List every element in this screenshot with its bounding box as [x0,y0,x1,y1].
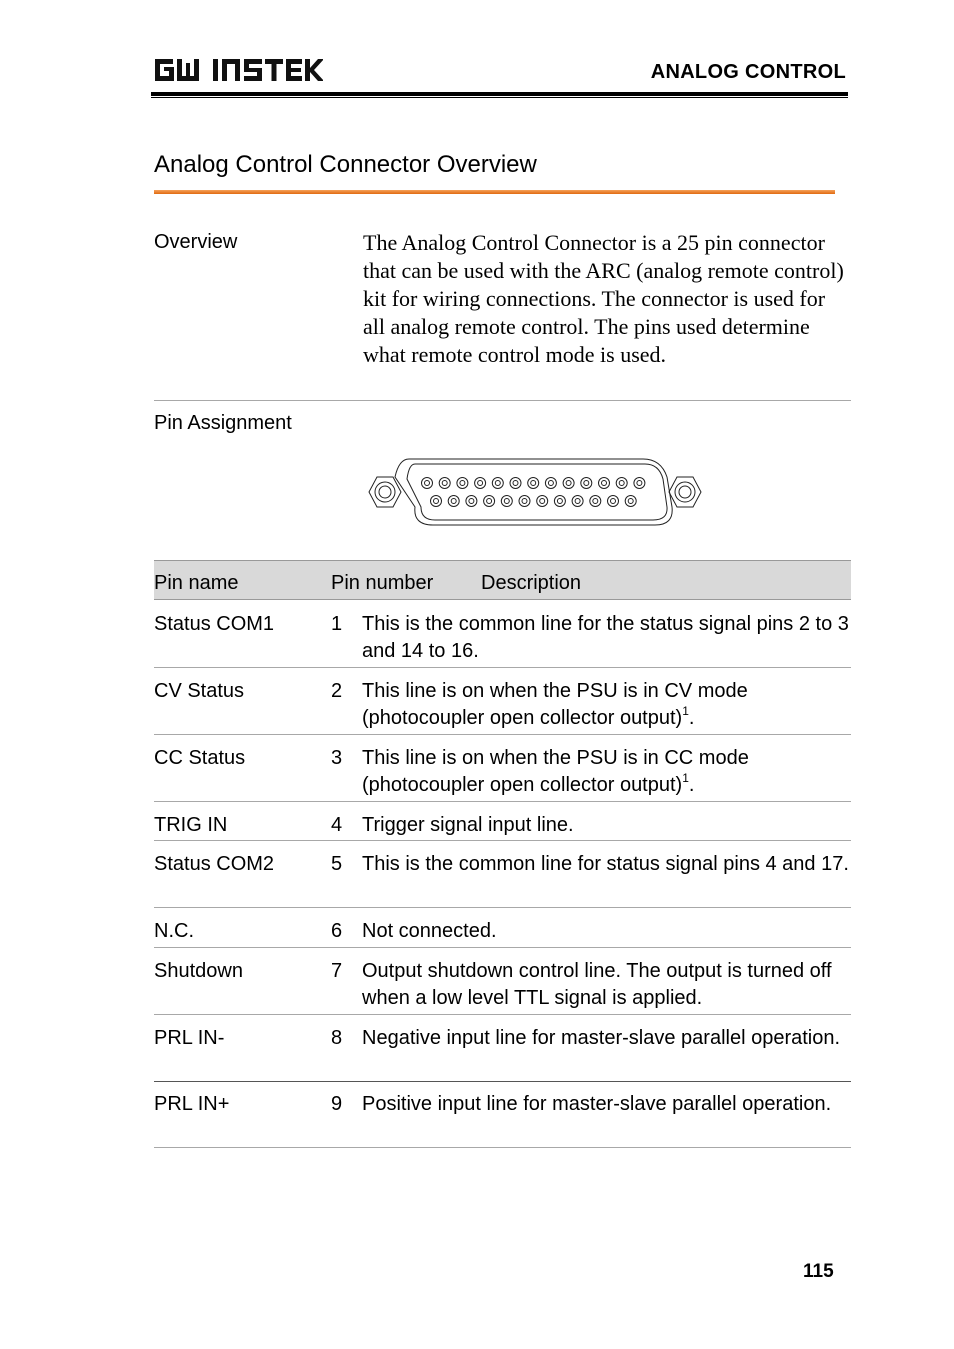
overview-label: Overview [154,231,238,253]
pin-number: 8 [331,1027,343,1049]
header-description: Description [481,572,582,594]
title-rule [154,190,835,194]
pin-description: Negative input line for master-slave parallel operation. [362,1027,841,1049]
pin-description: Trigger signal input line. [362,814,574,836]
connector-pin [501,496,512,507]
connector-pin [457,478,468,489]
connector-pin [510,478,521,489]
pin-number: 5 [331,853,343,875]
pin-description: This is the common line for the status signal pins 2 to 3 and 14 to 16. [362,613,849,662]
header-rule [151,92,848,96]
connector-pin [431,496,442,507]
header-rule-thin [151,97,848,98]
connector-pin [422,478,433,489]
row-divider [154,734,851,735]
connector-pin [634,478,645,489]
pin-name: TRIG IN [154,814,228,836]
row-divider [154,801,851,802]
pin-name: N.C. [154,920,194,942]
pin-number: 4 [331,814,343,836]
pin-name: CC Status [154,747,246,769]
page-title: Analog Control Connector Overview [154,151,537,178]
connector-pin [448,496,459,507]
connector-pin [439,478,450,489]
connector-pin [492,478,503,489]
connector-pin [616,478,627,489]
pin-description: This is the common line for status signal pins 4 and 17. [362,853,849,875]
pin-number: 6 [331,920,343,942]
pin-number: 9 [331,1093,343,1115]
pin-name: PRL IN+ [154,1093,230,1115]
pin-name: Shutdown [154,960,243,982]
pin-number: 7 [331,960,343,982]
header-pin-number: Pin number [331,572,434,594]
pin-description: This line is on when the PSU is in CV mode (photocoupler open collector output)$^1$. [362,680,748,729]
pin-number: 2 [331,680,343,702]
row-divider [154,947,851,948]
connector-pin [484,496,495,507]
pin-assignment-label: Pin Assignment [154,412,292,434]
overview-text: The Analog Control Connector is a 25 pin connector that can be used with the ARC (analog remote control) kit for wiring connections. The connector is used for all analog remote control. The pins used determine what remote control mode is used. [363,230,844,367]
row-divider [154,840,851,841]
pin-description: Not connected. [362,920,497,942]
divider [154,400,851,401]
connector-pin [475,478,486,489]
connector-pin [519,496,530,507]
row-divider [154,667,851,668]
connector-pin [528,478,539,489]
pin-number: 1 [331,613,343,635]
connector-pin [608,496,619,507]
connector-pin [466,496,477,507]
footnote-marker: 1 [682,771,689,785]
pin-name: Status COM1 [154,613,275,635]
pin-description: Output shutdown control line. The output is turned off when a low level TTL signal is applied. [362,960,832,1009]
connector-pin [563,478,574,489]
row-divider [154,1081,851,1082]
gw-instek-logo [153,55,323,88]
pin-number: 3 [331,747,343,769]
db25-connector-diagram [363,455,707,534]
row-divider [154,1147,851,1148]
connector-pin [625,496,636,507]
header-pin-name: Pin name [154,572,239,594]
pin-name: CV Status [154,680,245,702]
footnote-marker: 1 [682,704,689,718]
pin-name: Status COM2 [154,853,275,875]
connector-pin [572,496,583,507]
connector-pin [590,496,601,507]
row-divider [154,1014,851,1015]
connector-pin [554,496,565,507]
table-header [154,560,851,600]
row-divider [154,907,851,908]
connector-pin [581,478,592,489]
pin-name: PRL IN- [154,1027,225,1049]
connector-pin [537,496,548,507]
connector-pin [599,478,610,489]
page-number: 115 [803,1261,834,1282]
pin-description: This line is on when the PSU is in CC mode (photocoupler open collector output)$^1$. [362,747,749,796]
pin-description: Positive input line for master-slave parallel operation. [362,1093,832,1115]
connector-pin [545,478,556,489]
section-tag: ANALOG CONTROL [650,61,846,83]
